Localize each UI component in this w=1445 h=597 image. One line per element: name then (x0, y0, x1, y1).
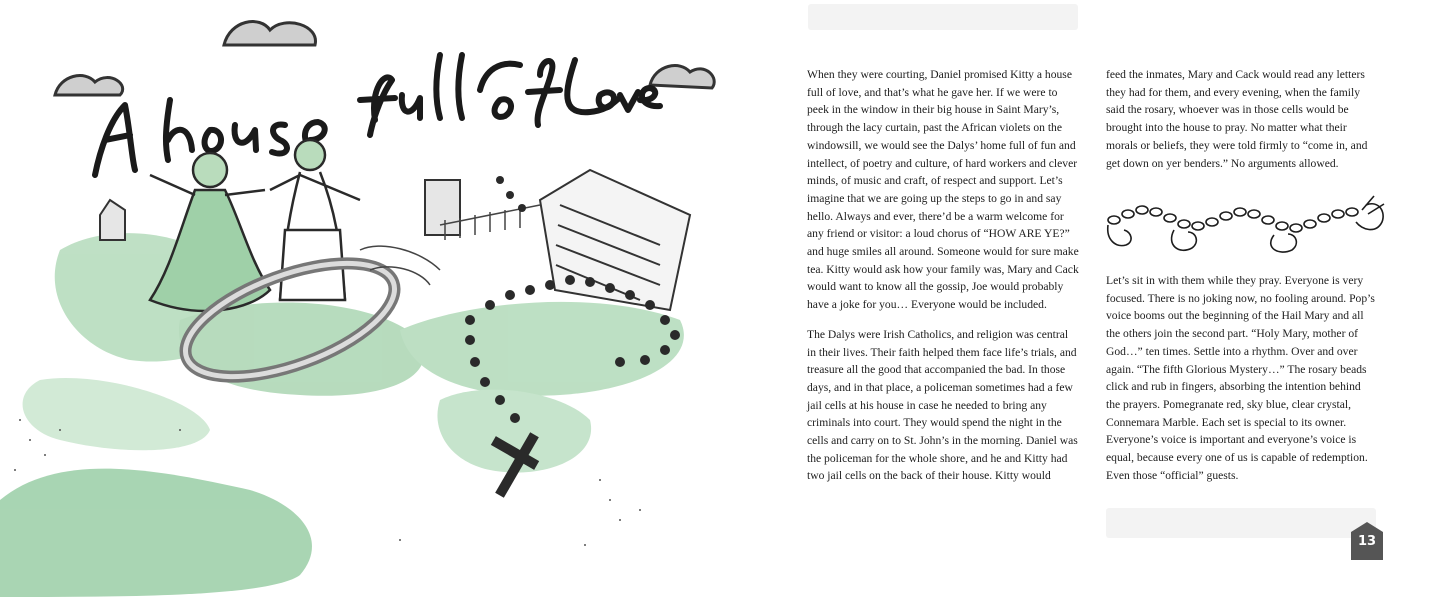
page-smudge (1106, 508, 1376, 538)
left-page (0, 0, 720, 597)
paragraph: feed the inmates, Mary and Cack would read any letters they had for them, and every evening, when the family said the rosary, whoever was in those cells would be brought into the house to pray. No matter what their morals or beliefs, they were told firmly to “come in, and get down on yer benders.” No arguments allowed. (1106, 68, 1368, 170)
illustration (0, 0, 720, 597)
page-number-container (1348, 520, 1386, 562)
page-number: 13 (1357, 534, 1377, 549)
text-column-2 (1106, 66, 1376, 482)
paragraph: When they were courting, Daniel promised Kitty a house full of love, and that’s what he gave her. If we were to peek in the window in their big house in Saint Mary’s, through the lacy curtain, past the African violets on the windowsill, we would see the Dalys’ home full of fun and intellect, of poetry and culture, of hard workers and clever minds, of music and craft, of respect and support. Let’s imagine that we are going up the steps to go in and say hello. Always and ever, there’d be a warm welcome for any friend or visitor: a loud chorus of “HOW ARE YE?” and huge smiles all around. Someone would for sure make tea. Kitty would ask how your family was, Mary and Cack would want to know all the gossip, Joe would probably have a joke for you… Everyone would be included. (807, 68, 1079, 312)
paragraph: The Dalys were Irish Catholics, and religion was central in their lives. Their faith helped them face life’s trials, and treasure all the good that accompanied the bad. In those days, and in that place, a policeman sometimes had a few jail cells at his house in case he needed to bring any criminals into court. They would spend the night in the cells and carry on to St. John’s in the morning. Daniel was the policeman for the whole shore, and he and Kitty had two jail cells on the back of their house. Kitty would (807, 327, 1078, 483)
right-page (720, 0, 1445, 597)
title-lettering (95, 55, 660, 175)
rosary-beads-hands-icon (1104, 190, 1388, 260)
cloud-icon (55, 22, 714, 95)
paragraph: Let’s sit in with them while they pray. Everyone is very focused. There is no joking now, no fooling around. Pop’s voice booms out the beginning of the Hail Mary and all the others join the second part. “Holy Mary, mother of God…” ten times. Settle into a rhythm. Over and over again. “The fifth Glorious Mystery…” The rosary beads click and rub in fingers, absorbing the intention behind the prayers. Pomegranate red, sky blue, clear crystal, Connemara Marble. Each set is special to its owner. Everyone’s voice is important and everyone’s voice is equal, because every one of us is capable of redemption. Even those “official” guests. (1106, 274, 1375, 482)
text-column-1 (807, 66, 1079, 497)
page-smudge (808, 4, 1078, 30)
